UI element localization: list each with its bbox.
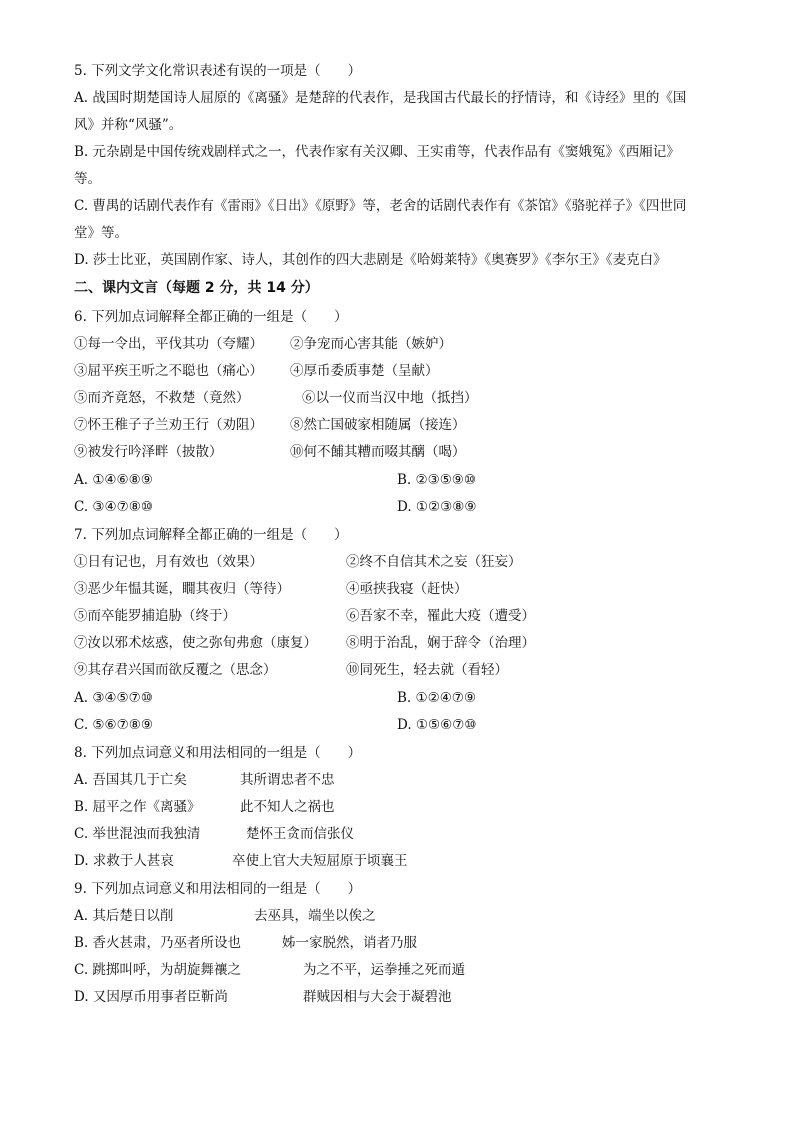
q6-item-3: ③屈平疾王听之不聪也（痛心） <box>74 363 263 379</box>
q8-stem: 8. 下列加点词意义和用法相同的一组是（ ） <box>74 745 362 761</box>
q5-option-b-line2: 等。 <box>74 171 101 187</box>
q7-stem: 7. 下列加点词解释全都正确的一组是（ ） <box>74 527 348 543</box>
q7-choice-c: C. ⑤⑥⑦⑧⑨ <box>74 717 153 733</box>
q5-option-c-line2: 堂》等。 <box>74 225 128 241</box>
q8-choice-a-left: A. 吾国其几于亡矣 <box>74 772 187 788</box>
q9-choice-b-left: B. 香火甚肃，乃巫者所设也 <box>74 935 242 951</box>
q7-item-2: ②终不自信其术之妄（狂妄） <box>346 554 522 570</box>
q8-choice-d-right: 卒使上官大夫短屈原于顷襄王 <box>232 853 408 869</box>
q8-choice-b-right: 此不知人之祸也 <box>240 799 335 815</box>
q7-item-3: ③恶少年愠其诞，瞯其夜归（等待） <box>74 581 290 597</box>
q8-choice-d-left: D. 求救于人甚哀 <box>74 853 174 869</box>
q7-item-4: ④亟挟我寝（赶快） <box>346 581 468 597</box>
q7-item-10: ⑩同死生，轻去就（看轻） <box>346 662 508 678</box>
q7-item-5: ⑤而卒能罗捕追胁（终于） <box>74 608 236 624</box>
q6-item-6: ⑥以一仪而当汉中地（抵挡） <box>302 390 478 406</box>
q6-item-8: ⑧然亡国破家相随属（接连） <box>290 417 466 433</box>
q9-choice-a-right: 去巫具，端坐以俟之 <box>254 908 376 924</box>
q6-stem: 6. 下列加点词解释全都正确的一组是（ ） <box>74 309 348 325</box>
q9-choice-b-right: 姊一家脱然，诮者乃服 <box>282 935 417 951</box>
q5-option-a-line2: 风》并称“风骚”。 <box>74 117 183 133</box>
q6-item-9: ⑨被发行吟泽畔（披散） <box>74 444 223 460</box>
q9-choice-c-right: 为之不平，运拳捶之死而遁 <box>303 962 465 978</box>
q7-item-6: ⑥吾家不幸，罹此大疫（遭受） <box>346 608 535 624</box>
section-title: 二、课内文言（每题 2 分，共 14 分） <box>74 280 319 296</box>
q8-choice-a-right: 其所谓忠者不忠 <box>240 772 335 788</box>
q5-option-a-line1: A. 战国时期楚国诗人屈原的《离骚》是楚辞的代表作，是我国古代最长的抒情诗，和《诗经》里的《国 <box>74 90 687 106</box>
q9-stem: 9. 下列加点词意义和用法相同的一组是（ ） <box>74 881 362 897</box>
q6-item-10: ⑩何不餔其糟而啜其醨（喝） <box>290 444 466 460</box>
q6-choice-a: A. ①④⑥⑧⑨ <box>74 472 153 488</box>
q8-choice-b-left: B. 屈平之作《离骚》 <box>74 799 201 815</box>
q7-item-1: ①日有记也，月有效也（效果） <box>74 554 263 570</box>
q8-choice-c-right: 楚怀王贪而信张仪 <box>246 826 354 842</box>
q6-choice-d: D. ①②③⑧⑨ <box>397 499 477 515</box>
q6-item-4: ④厚币委质事楚（呈献） <box>290 363 439 379</box>
q7-choice-a: A. ③④⑤⑦⑩ <box>74 690 153 706</box>
q9-choice-a-left: A. 其后楚日以削 <box>74 908 174 924</box>
q8-choice-c-left: C. 举世混浊而我独清 <box>74 826 201 842</box>
q6-item-5: ⑤而齐竟怒，不救楚（竟然） <box>74 390 250 406</box>
q5-option-d-line1: D. 莎士比亚，英国剧作家、诗人，其创作的四大悲剧是《哈姆莱特》《奥赛罗》《李尔王》《麦克白》 <box>74 252 667 268</box>
q5-option-c-line1: C. 曹禺的话剧代表作有《雷雨》《日出》《原野》等，老舍的话剧代表作有《茶馆》《骆驼祥子》《四世同 <box>74 198 687 214</box>
q6-item-1: ①每一令出，平伐其功（夸耀） <box>74 336 263 352</box>
q7-item-8: ⑧明于治乱，娴于辞令（治理） <box>346 635 535 651</box>
q9-choice-d-left: D. 又因厚币用事者臣靳尚 <box>74 989 228 1005</box>
q7-item-9: ⑨其存君兴国而欲反覆之（思念） <box>74 662 277 678</box>
q9-choice-d-right: 群贼因相与大会于凝碧池 <box>303 989 452 1005</box>
q7-item-7: ⑦汝以邪术炫惑，使之弥旬弗愈（康复） <box>74 635 317 651</box>
q7-choice-b: B. ①②④⑦⑨ <box>397 690 477 706</box>
q9-choice-c-left: C. 跳掷叫呼，为胡旋舞禳之 <box>74 962 241 978</box>
q6-item-7: ⑦怀王稚子子兰劝王行（劝阻） <box>74 417 263 433</box>
q5-stem: 5. 下列文学文化常识表述有误的一项是（ ） <box>74 63 362 79</box>
q7-choice-d: D. ①⑤⑥⑦⑩ <box>397 717 477 733</box>
q6-choice-b: B. ②③⑤⑨⑩ <box>397 472 477 488</box>
q6-item-2: ②争宠而心害其能（嫉妒） <box>290 336 452 352</box>
q6-choice-c: C. ③④⑦⑧⑩ <box>74 499 153 515</box>
q5-option-b-line1: B. 元杂剧是中国传统戏剧样式之一，代表作家有关汉卿、王实甫等，代表作品有《窦娥冤》《西厢记》 <box>74 144 680 160</box>
